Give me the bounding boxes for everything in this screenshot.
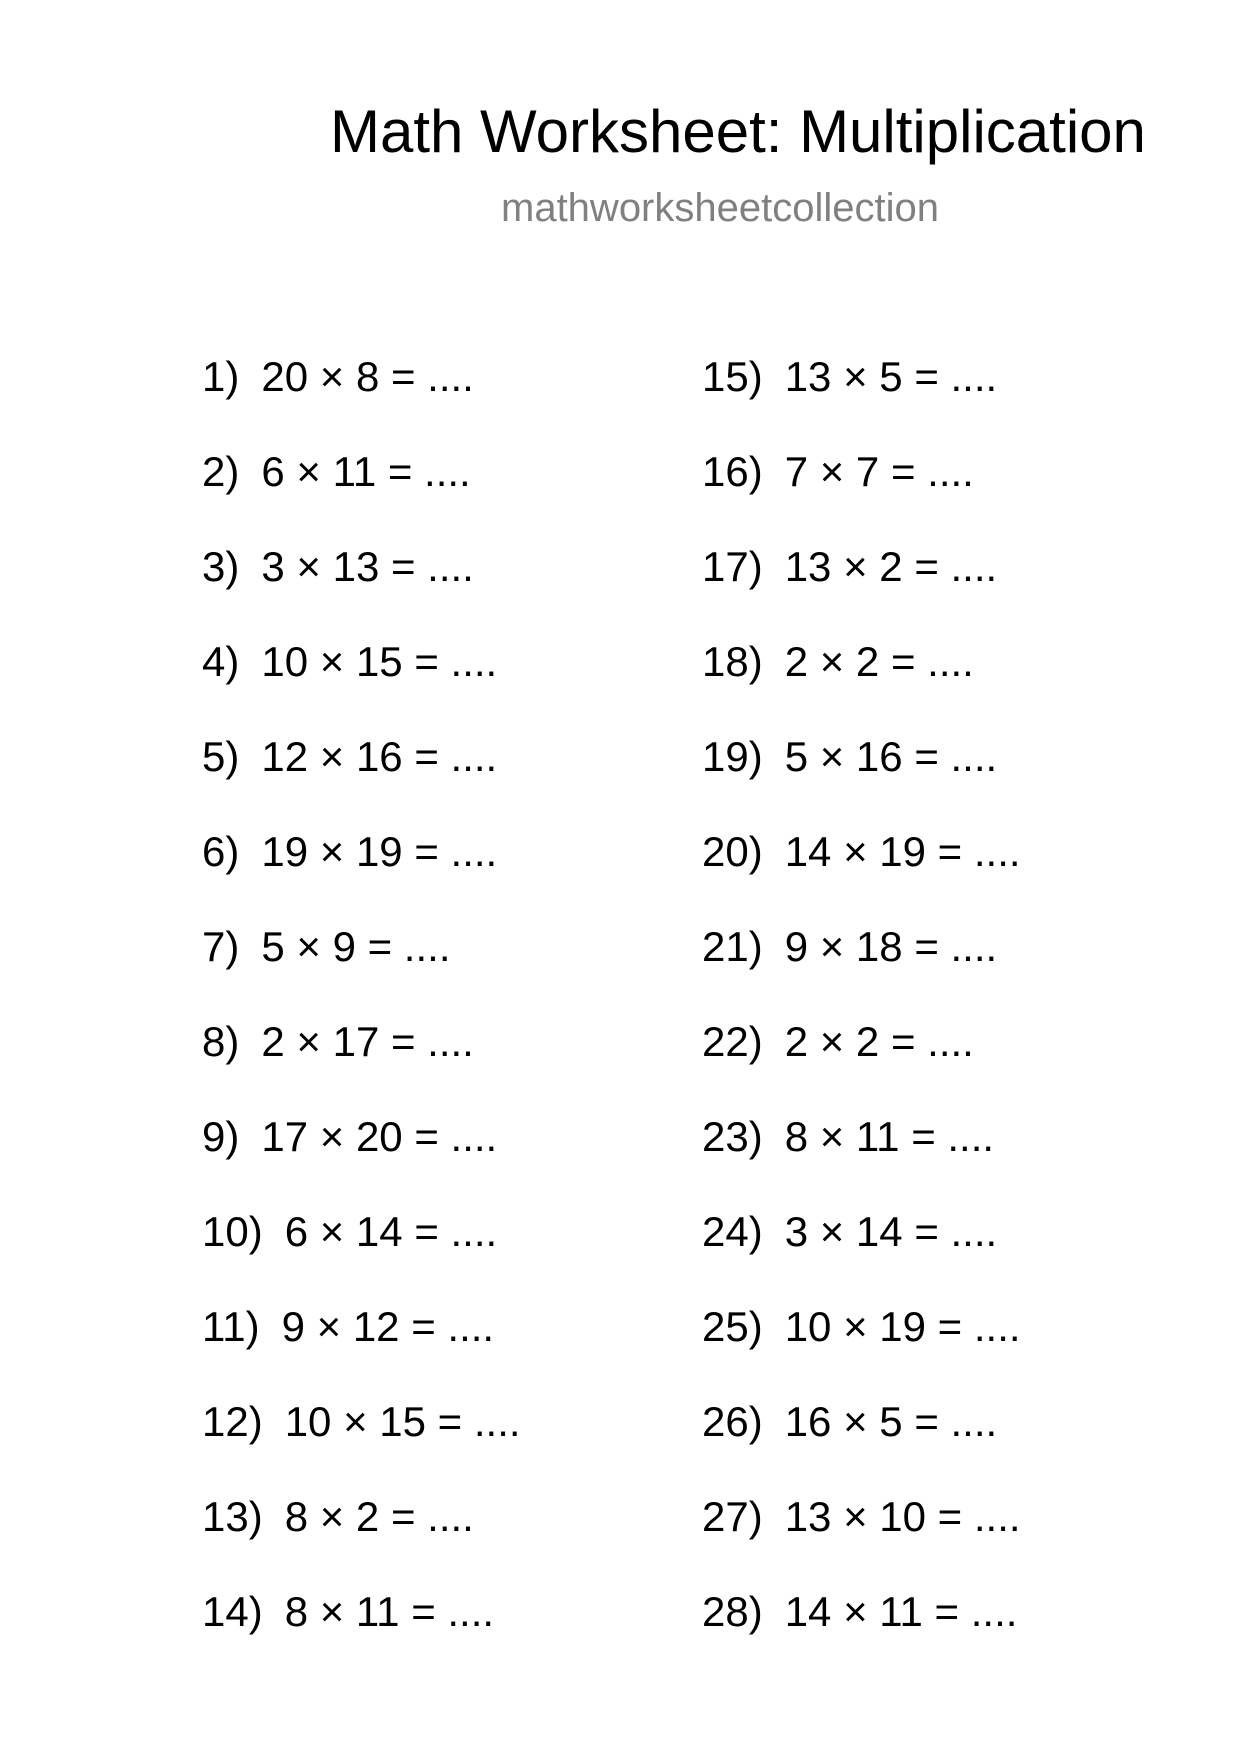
problem-number: 21)	[702, 923, 763, 970]
problem-expression: 6 × 11 = ....	[261, 448, 471, 495]
problem-item	[702, 1397, 1021, 1492]
problem-expression: 2 × 2 = ....	[784, 1018, 974, 1065]
problem-item	[702, 1587, 1021, 1682]
problem-expression: 10 × 15 = ....	[261, 638, 498, 685]
problem-number: 11)	[202, 1303, 260, 1350]
problem-item	[202, 1587, 521, 1682]
problem-number: 1)	[202, 353, 240, 400]
problem-expression: 8 × 11 = ....	[284, 1588, 495, 1635]
problem-item	[702, 827, 1021, 922]
problem-expression: 3 × 13 = ....	[261, 543, 474, 590]
problem-number: 26)	[702, 1398, 763, 1445]
problem-number: 7)	[202, 923, 240, 970]
problem-expression: 17 × 20 = ....	[261, 1113, 498, 1160]
problem-expression: 2 × 17 = ....	[261, 1018, 474, 1065]
problem-number: 13)	[202, 1493, 263, 1540]
problem-item	[202, 637, 521, 732]
problem-item	[202, 827, 521, 922]
problem-item	[202, 922, 521, 1017]
problem-item	[702, 1302, 1021, 1397]
problem-number: 18)	[702, 638, 763, 685]
problem-item	[202, 1112, 521, 1207]
problem-item	[702, 542, 1021, 637]
problem-number: 16)	[702, 448, 763, 495]
problem-expression: 13 × 5 = ....	[784, 353, 998, 400]
problem-expression: 8 × 2 = ....	[284, 1493, 474, 1540]
problem-number: 14)	[202, 1588, 263, 1635]
problem-item	[702, 447, 1021, 542]
problem-expression: 12 × 16 = ....	[261, 733, 498, 780]
problem-expression: 13 × 2 = ....	[784, 543, 998, 590]
problems-column-right	[702, 352, 1021, 1682]
problem-item	[202, 1302, 521, 1397]
problem-item	[202, 352, 521, 447]
page-title: Math Worksheet: Multiplication	[330, 98, 1146, 165]
problem-expression: 20 × 8 = ....	[261, 353, 474, 400]
problem-number: 4)	[202, 638, 240, 685]
problem-number: 22)	[702, 1018, 763, 1065]
problem-number: 9)	[202, 1113, 240, 1160]
problem-item	[702, 1112, 1021, 1207]
problem-number: 23)	[702, 1113, 763, 1160]
problem-item	[702, 637, 1021, 732]
problem-number: 15)	[702, 353, 763, 400]
problem-expression: 3 × 14 = ....	[784, 1208, 998, 1255]
problem-number: 19)	[702, 733, 763, 780]
problem-item	[202, 1397, 521, 1492]
problem-number: 3)	[202, 543, 240, 590]
problem-expression: 6 × 14 = ....	[284, 1208, 498, 1255]
problem-number: 2)	[202, 448, 240, 495]
problem-expression: 10 × 15 = ....	[284, 1398, 521, 1445]
problem-expression: 8 × 11 = ....	[784, 1113, 995, 1160]
problem-expression: 2 × 2 = ....	[784, 638, 974, 685]
problem-number: 6)	[202, 828, 240, 875]
problem-expression: 5 × 9 = ....	[261, 923, 451, 970]
problem-expression: 19 × 19 = ....	[261, 828, 498, 875]
problem-number: 20)	[702, 828, 763, 875]
problem-number: 24)	[702, 1208, 763, 1255]
problem-number: 10)	[202, 1208, 263, 1255]
problem-expression: 9 × 12 = ....	[281, 1303, 495, 1350]
problem-item	[702, 1492, 1021, 1587]
problem-expression: 10 × 19 = ....	[784, 1303, 1021, 1350]
problem-number: 28)	[702, 1588, 763, 1635]
problem-item	[202, 1207, 521, 1302]
problem-number: 25)	[702, 1303, 763, 1350]
problem-number: 8)	[202, 1018, 240, 1065]
problem-item	[202, 1017, 521, 1112]
problem-item	[702, 1207, 1021, 1302]
problem-item	[202, 1492, 521, 1587]
problem-number: 12)	[202, 1398, 263, 1445]
problems-column-left	[202, 352, 521, 1682]
problem-expression: 7 × 7 = ....	[784, 448, 974, 495]
problem-item	[702, 922, 1021, 1017]
problem-item	[702, 1017, 1021, 1112]
problem-item	[202, 542, 521, 637]
problem-expression: 5 × 16 = ....	[784, 733, 998, 780]
problem-expression: 14 × 11 = ....	[784, 1588, 1018, 1635]
problem-item	[702, 732, 1021, 827]
problem-expression: 9 × 18 = ....	[784, 923, 998, 970]
problem-item	[202, 447, 521, 542]
page-subtitle: mathworksheetcollection	[501, 186, 939, 230]
problem-expression: 13 × 10 = ....	[784, 1493, 1021, 1540]
problem-expression: 14 × 19 = ....	[784, 828, 1021, 875]
problem-expression: 16 × 5 = ....	[784, 1398, 998, 1445]
problem-number: 27)	[702, 1493, 763, 1540]
problem-number: 5)	[202, 733, 240, 780]
problem-item	[202, 732, 521, 827]
problem-item	[702, 352, 1021, 447]
problem-number: 17)	[702, 543, 763, 590]
